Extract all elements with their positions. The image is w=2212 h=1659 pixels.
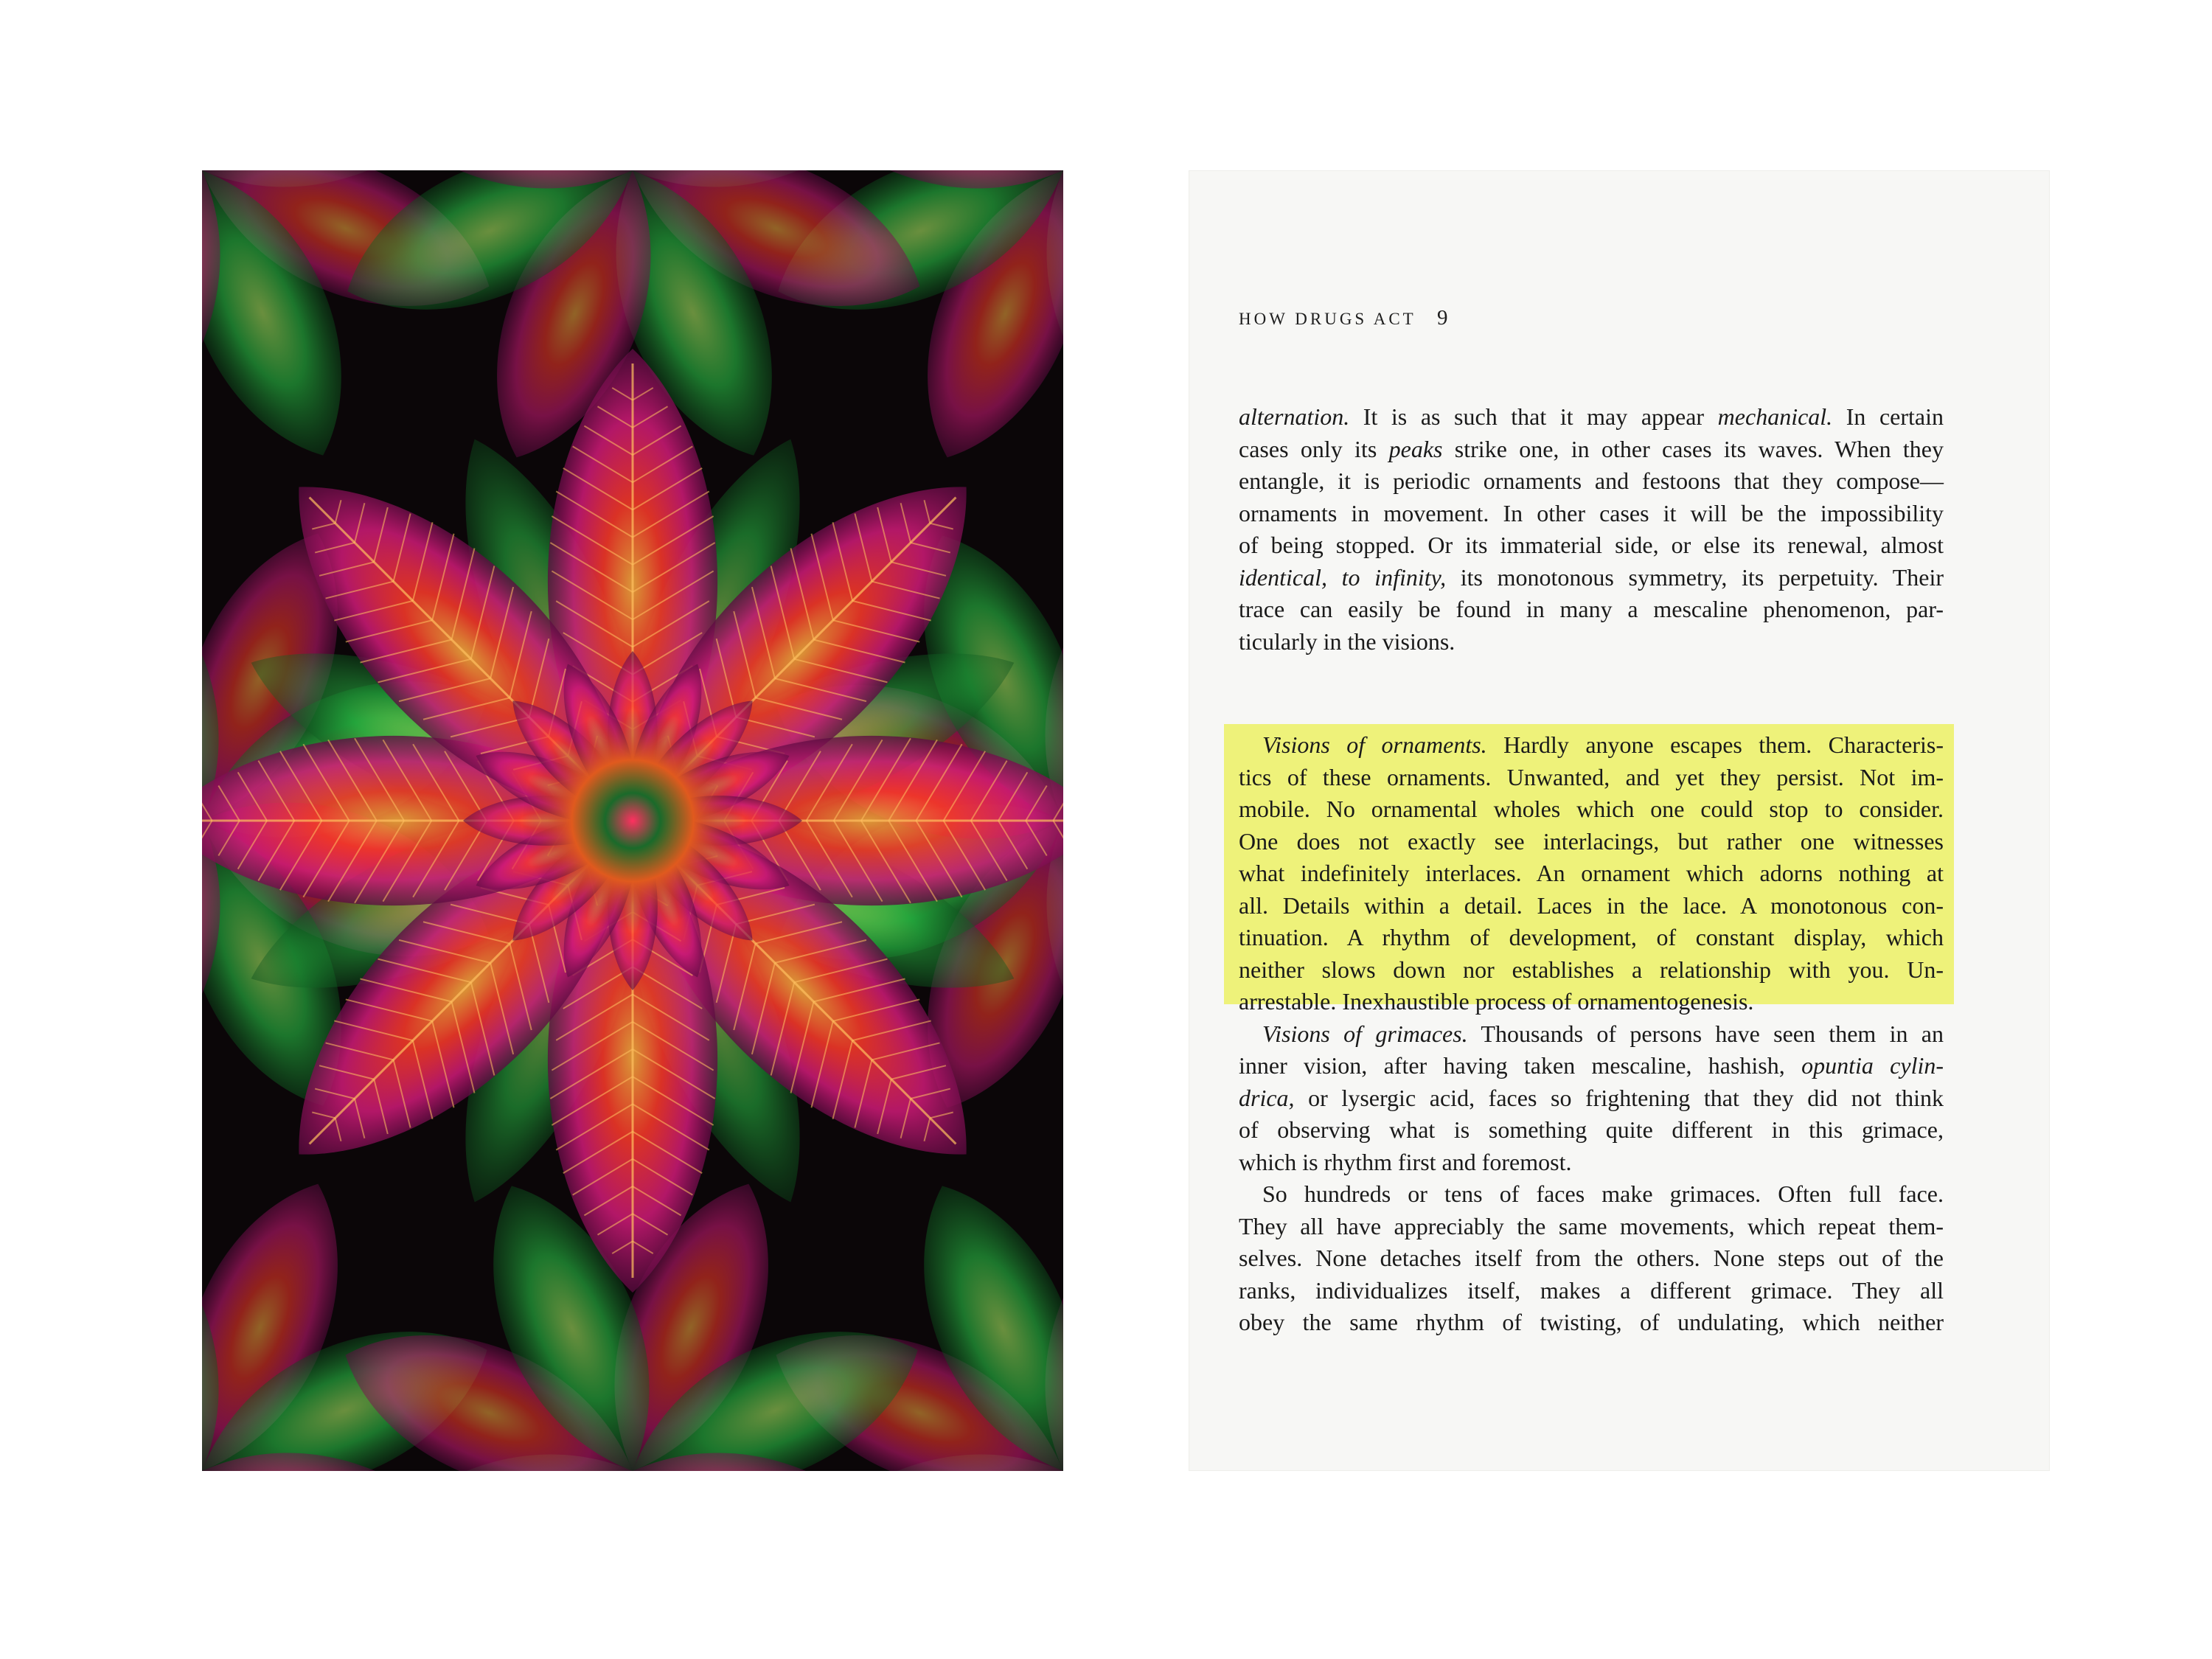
text-line: obey the same rhythm of twisting, of undulating, which neither (1239, 1309, 1944, 1335)
flower-center (522, 710, 743, 931)
text-line: what indefinitely interlaces. An ornament which adorns nothing at (1239, 860, 1944, 886)
text-line: inner vision, after having taken mescaline, hashish, opuntia cylin- (1239, 1052, 1944, 1079)
text-line: ticularly in the visions. (1239, 627, 1455, 655)
paragraph-ornaments (1239, 729, 1944, 1339)
italic-word: peaks (1388, 435, 1443, 462)
italic-word: drica, (1239, 1084, 1295, 1111)
text-line: selves. None detaches itself from the others. None steps out of the (1239, 1245, 1944, 1271)
text-line: trace can easily be found in many a mescaline phenomenon, par- (1239, 596, 1944, 622)
text-line: They all have appreciably the same movements, which repeat them- (1239, 1212, 1944, 1239)
text-line: tinuation. A rhythm of development, of constant display, which (1239, 924, 1944, 950)
text-line: Visions of ornaments. Hardly anyone escapes them. Characteris- (1262, 731, 1944, 758)
italic-word: identical, to infinity, (1239, 563, 1447, 591)
text-line: ornaments in movement. In other cases it will be the impossibility (1239, 499, 1944, 526)
text-line: of being stopped. Or its immaterial side, or else its renewal, almost (1239, 532, 1944, 558)
italic-word: Visions of ornaments. (1262, 731, 1487, 758)
text-line: all. Details within a detail. Laces in the lace. A monotonous con- (1239, 891, 1944, 919)
text-line: entangle, it is periodic ornaments and festoons that they compose— (1239, 467, 1944, 494)
text-line: ranks, individualizes itself, makes a different grimace. They all (1239, 1276, 1944, 1304)
italic-word: mechanical. (1717, 403, 1833, 430)
text-line: cases only its peaks strike one, in other cases its waves. When they (1239, 435, 1944, 462)
italic-word: opuntia cylin- (1801, 1052, 1944, 1079)
page-number: 9 (1436, 306, 1448, 330)
book-page (1189, 170, 2050, 1471)
text-line: arrestable. Inexhaustible process of ornamentogenesis. (1239, 988, 1754, 1015)
running-head (1239, 306, 1447, 330)
italic-word: alternation. (1239, 403, 1350, 430)
text-line: Visions of grimaces. Thousands of persons have seen them in an (1262, 1020, 1944, 1047)
text-line: which is rhythm first and foremost. (1239, 1148, 1572, 1175)
text-line: of observing what is something quite different in this grimace, (1239, 1116, 1944, 1143)
text-line: neither slows down nor establishes a relationship with you. Un- (1239, 956, 1944, 983)
text-line: identical, to infinity, its monotonous symmetry, its perpetuity. Their (1239, 563, 1944, 591)
paragraph-alternation (1239, 401, 1944, 658)
kaleidoscope-flower-image (202, 170, 1063, 1471)
text-line: So hundreds or tens of faces make grimaces. Often full face. (1262, 1180, 1944, 1207)
text-line: One does not exactly see interlacings, but rather one witnesses (1239, 827, 1944, 855)
italic-word: Visions of grimaces. (1262, 1020, 1468, 1047)
text-line: mobile. No ornamental wholes which one could stop to consider. (1239, 796, 1944, 822)
running-head-title: HOW DRUGS ACT (1239, 310, 1416, 328)
fractal-artwork (202, 170, 1063, 1471)
text-line: drica, or lysergic acid, faces so frightening that they did not think (1239, 1084, 1944, 1111)
text-line: tics of these ornaments. Unwanted, and yet they persist. Not im- (1239, 763, 1944, 790)
text-line: alternation. It is as such that it may appear mechanical. In certain (1239, 403, 1944, 430)
